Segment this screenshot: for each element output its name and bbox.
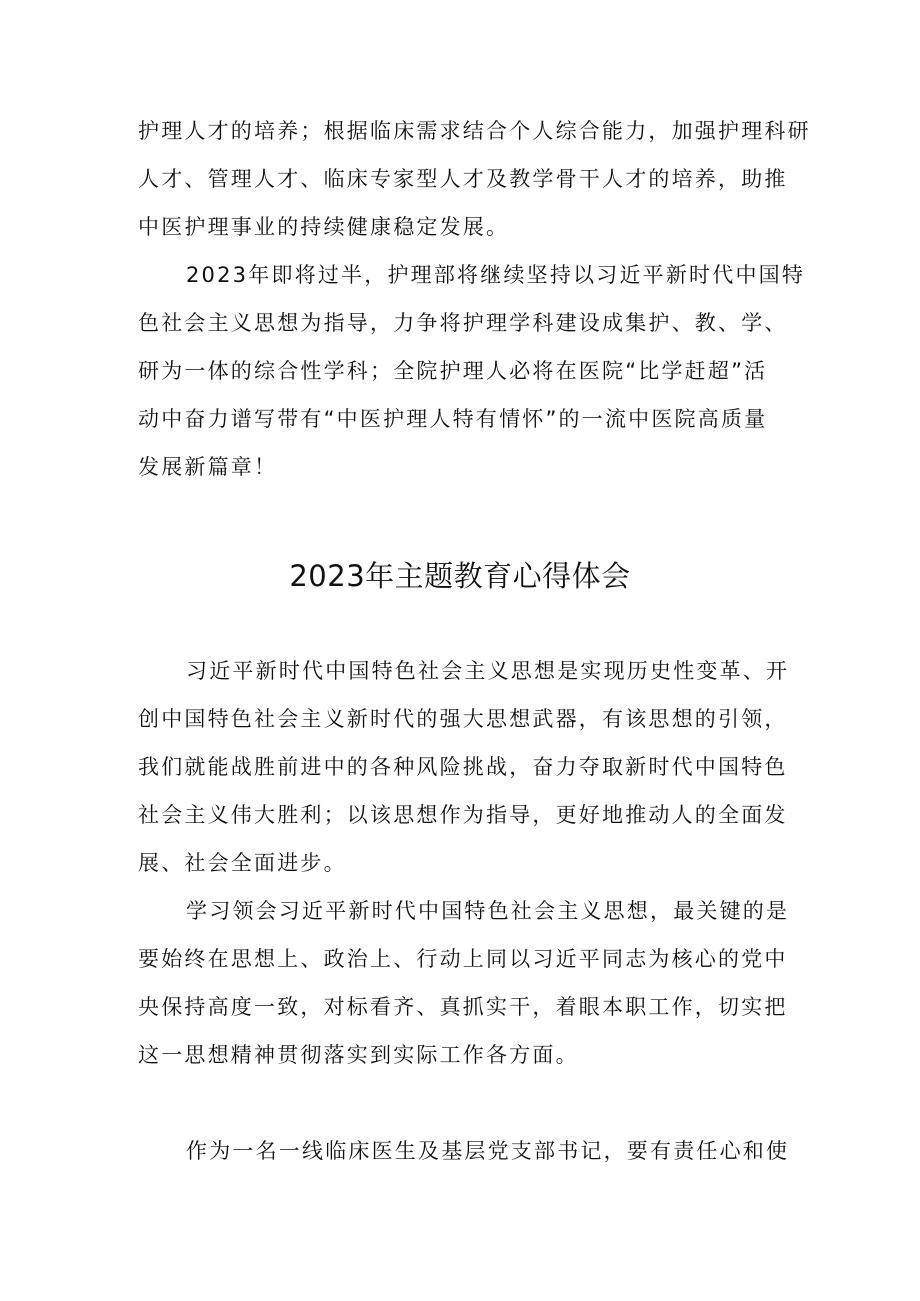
paragraph-line: 创中国特色社会主义新时代的强大思想武器，有该思想的引领， [138,707,788,731]
paragraph-line: 展、社会全面进步。 [138,851,347,875]
paragraph-line: 这一思想精神贯彻落实到实际工作各方面。 [138,1043,579,1067]
paragraph-line: 学习领会习近平新时代中国特色社会主义思想，最关键的是 [186,899,790,923]
paragraph-line: 中医护理事业的持续健康稳定发展。 [138,215,510,239]
paragraph-line: 我们就能战胜前进中的各种风险挑战，奋力夺取新时代中国特色 [138,755,788,779]
paragraph-line: 护理人才的培养；根据临床需求结合个人综合能力，加强护理科研 [138,119,811,143]
paragraph-line: 社会主义伟大胜利；以该思想作为指导，更好地推动人的全面发 [138,803,788,827]
paragraph-line: 央保持高度一致，对标看齐、真抓实干，着眼本职工作，切实把 [138,995,788,1019]
paragraph-line: 作为一名一线临床医生及基层党支部书记，要有责任心和使 [186,1139,790,1163]
paragraph-line: 2023年即将过半，护理部将继续坚持以习近平新时代中国特 [186,263,806,287]
paragraph-line: 色社会主义思想为指导，力争将护理学科建设成集护、教、学、 [138,311,788,335]
paragraph-line: 习近平新时代中国特色社会主义思想是实现历史性变革、开 [186,659,790,683]
paragraph-line: 研为一体的综合性学科；全院护理人必将在医院“比学赶超”活 [138,359,768,383]
paragraph-line: 动中奋力谱写带有“中医护理人特有情怀”的一流中医院高质量 [138,407,768,431]
paragraph-line: 要始终在思想上、政治上、行动上同以习近平同志为核心的党中 [138,947,788,971]
paragraph-line: 人才、管理人才、临床专家型人才及教学骨干人才的培养，助推 [138,167,788,191]
paragraph-line: 发展新篇章！ [138,455,278,479]
document-title: 2023年主题教育心得体会 [289,559,631,593]
